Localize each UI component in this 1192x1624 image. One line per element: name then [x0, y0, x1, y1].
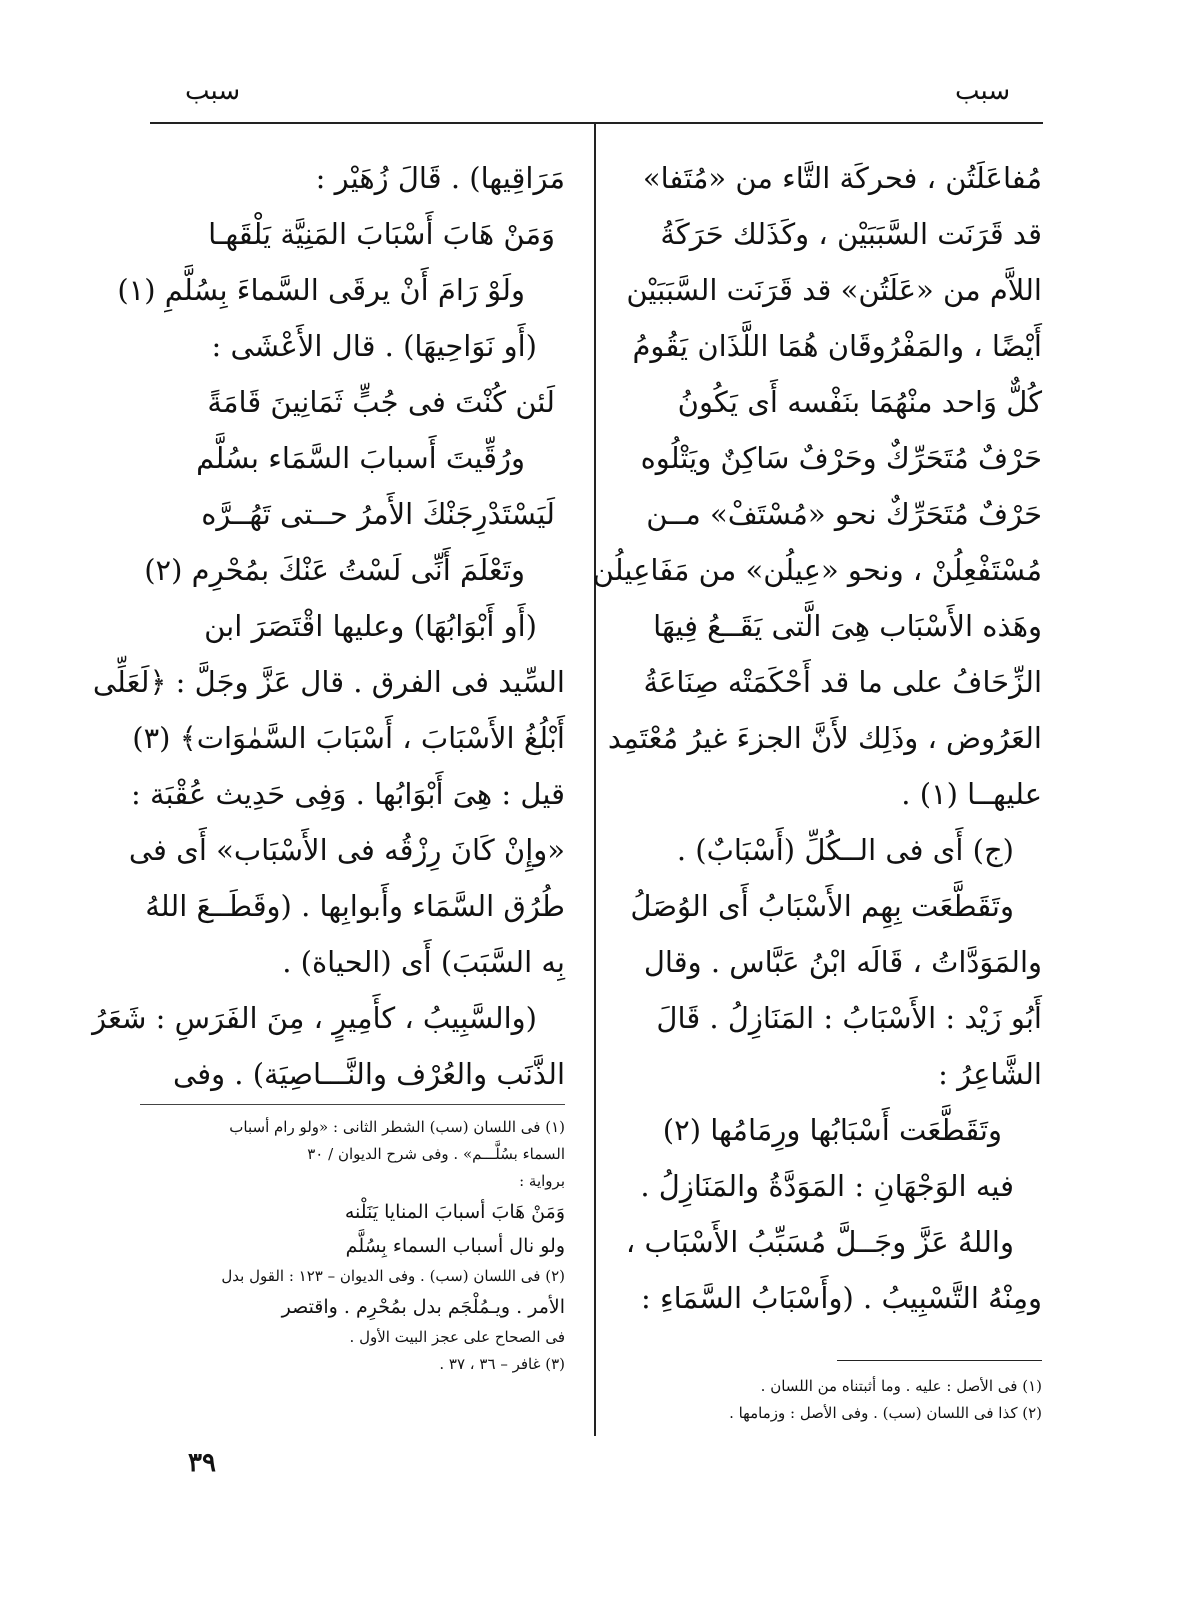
text-line: بِه السَّبَبَ) أَى (الحياة) .: [282, 945, 565, 979]
text-line: اللاَّم من «عَلَتُن» قد قَرَنَت السَّبَبَيْن: [626, 273, 1042, 307]
text-line: (أَو نَوَاحِيهَا) . قال الأَعْشَى :: [211, 329, 537, 363]
text-line: كُلٌّ وَاحد منْهُمَا بنَفْسه أَى يَكُونُ: [677, 385, 1042, 419]
verse-line: وتَعْلَمَ أَنِّى لَسْتُ عَنْكَ بمُحْرِم (٢): [144, 553, 525, 587]
footnote-line: (١) فى الأصل : عليه . وما أثبتناه من اللسان .: [760, 1377, 1042, 1395]
text-line: (والسَّبِيبُ ، كأَمِيرٍ ، مِنَ الفَرَسِ : شَعَرُ: [92, 1001, 537, 1035]
footnote-line: الأمر . ويـمُلْجَم بدل بمُحْرِم . واقتصر: [281, 1296, 565, 1318]
text-line: أَبُو زَيْد : الأَسْبَابُ : المَنَازِلُ . قَالَ: [656, 1001, 1042, 1035]
right-column: [592, 150, 1042, 1326]
footnote-line: برواية :: [519, 1172, 565, 1190]
verse-line: وَمَنْ هَابَ أَسْبَابَ المَنِيَّة يَلْقَهـا: [208, 217, 555, 251]
text-line: وتَقَطَّعَت بِهِم الأَسْبَابُ أَى الوُصَلُ: [630, 889, 1014, 923]
text-line: طُرُق السَّمَاء وأَبوابِها . (وقَطَــعَ اللهُ: [145, 889, 565, 923]
text-line: الذَّنَب والعُرْف والنَّـــاصِيَة) . وفى: [173, 1057, 565, 1091]
text-line: العَرُوض ، وذَلِك لأَنَّ الجزءَ غيرُ مُعْتَمِد: [607, 721, 1042, 755]
text-line: (ج) أَى فى الــكُلِّ (أَسْبَابٌ) .: [676, 833, 1014, 867]
footnote-rule: [140, 1104, 565, 1105]
footnote-line: فى الصحاح على عجز البيت الأول .: [349, 1328, 565, 1346]
text-line: مَرَاقِيها) . قَالَ زُهَيْر :: [315, 161, 565, 195]
text-line: حَرْفٌ مُتَحَرِّكٌ وحَرْفٌ سَاكِنٌ ويَتْلُوه: [640, 441, 1042, 475]
footnote-line: السماء بسُلَّـــم» . وفى شرح الديوان / ٣٠: [307, 1145, 565, 1163]
text-line: قد قَرَنَت السَّبَبَيْن ، وكَذَلك حَرَكَةُ: [660, 217, 1042, 251]
text-line: ومِنْهُ التَّسْبِيبُ . (وأَسْبَابُ السَّمَاءِ :: [641, 1281, 1042, 1315]
column-divider: [594, 124, 596, 1436]
footnote-line: (٢) فى اللسان (سب) . وفى الديوان – ١٢٣ : القول بدل: [221, 1267, 565, 1285]
text-line: (أَو أَبْوَابُهَا) وعليها اقْتَصَرَ ابن: [204, 609, 537, 643]
text-line: وهَذه الأَسْبَاب هِىَ الَّتى يَقَــعُ فِيهَا: [653, 609, 1042, 643]
verse-line: وتَقَطَّعَت أَسْبَابُها ورِمَامُها (٢): [662, 1113, 1002, 1147]
right-footnotes: [700, 1360, 1042, 1427]
page-number: ٣٩: [188, 1448, 216, 1478]
text-line: حَرْفٌ مُتَحَرِّكٌ نحو «مُسْتَفْ» مــن: [646, 497, 1042, 531]
text-line: عليهــا (١) .: [901, 777, 1042, 811]
text-line: قيل : هِىَ أَبْوَابُها . وَفِى حَدِيث عُقْبَة :: [131, 777, 565, 811]
footnote-verse: ولو نال أسباب السماء بِسُلَّم: [345, 1235, 565, 1257]
footnote-verse: وَمَنْ هَابَ أسبابَ المنايا يَنَلْنه: [344, 1201, 565, 1223]
text-line: فيه الوَجْهَانِ : المَوَدَّةُ والمَنَازِلُ .: [640, 1169, 1014, 1203]
header-rule: [150, 122, 1043, 124]
verse-line: لَيَسْتَدْرِجَنْكَ الأَمرُ حــتى تَهُــرَّه: [201, 497, 555, 531]
text-line: الشَّاعِرُ :: [938, 1057, 1042, 1091]
verse-line: ورُقِّيتَ أَسبابَ السَّمَاء بسُلَّم: [196, 441, 525, 475]
text-line: أَيْضًا ، والمَفْرُوقَان هُمَا اللَّذَان يَقُومُ: [632, 329, 1042, 363]
running-head-left: سبب: [185, 76, 241, 106]
footnote-line: (٢) كذا فى اللسان (سب) . وفى الأصل : وزمامها .: [729, 1404, 1042, 1422]
footnote-line: (١) فى اللسان (سب) الشطر الثانى : «ولو رام أسباب: [229, 1118, 565, 1136]
footnote-line: (٣) غافر – ٣٦ ، ٣٧ .: [439, 1355, 565, 1373]
text-line: واللهُ عَزَّ وجَــلَّ مُسَبِّبُ الأَسْبَاب ،: [625, 1225, 1014, 1259]
text-line: مُفاعَلَتُن ، فحركَة التَّاء من «مُتَفا»: [642, 161, 1042, 195]
left-footnotes: [140, 1108, 565, 1378]
left-column: [92, 150, 565, 1102]
verse-line: لَئن كُنْتَ فى جُبٍّ ثَمَانِينَ قَامَةً: [207, 385, 555, 419]
verse-line: ولَوْ رَامَ أَنْ يرقَى السَّماءَ بِسُلَّمِ (١): [117, 273, 525, 307]
text-line: والمَوَدَّاتُ ، قَالَه ابْنُ عَبَّاس . وقال: [643, 945, 1042, 979]
text-line: السِّيد فى الفرق . قال عَزَّ وجَلَّ : ﴿لَعَلِّى: [92, 665, 565, 699]
text-line: مُسْتَفْعِلُنْ ، ونحو «عِيلُن» من مَفَاعِيلُن: [592, 553, 1042, 587]
text-line: «وإِنْ كَانَ رِزْقُه فى الأَسْبَاب» أَى فى: [128, 833, 565, 867]
text-line: أَبْلُغُ الأَسْبَابَ ، أَسْبَابَ السَّمٰوَات﴾ (٣): [132, 721, 565, 755]
text-line: الزِّحَافُ على ما قد أَحْكَمَتْه صِنَاعَةُ: [643, 665, 1042, 699]
footnote-rule: [837, 1360, 1042, 1361]
running-head-right: سبب: [955, 76, 1011, 106]
